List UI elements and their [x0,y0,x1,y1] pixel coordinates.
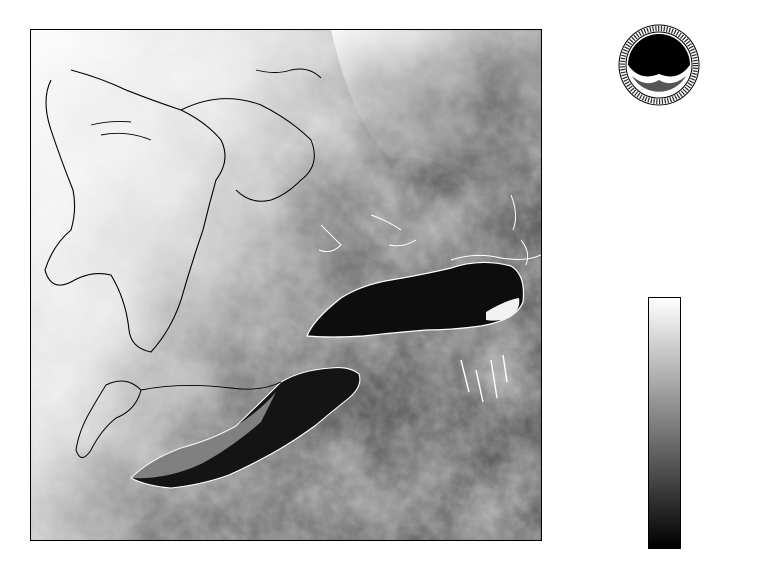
noaa-logo-icon [618,22,700,108]
reflectance-colorbar [648,297,681,549]
satellite-map [30,29,542,541]
